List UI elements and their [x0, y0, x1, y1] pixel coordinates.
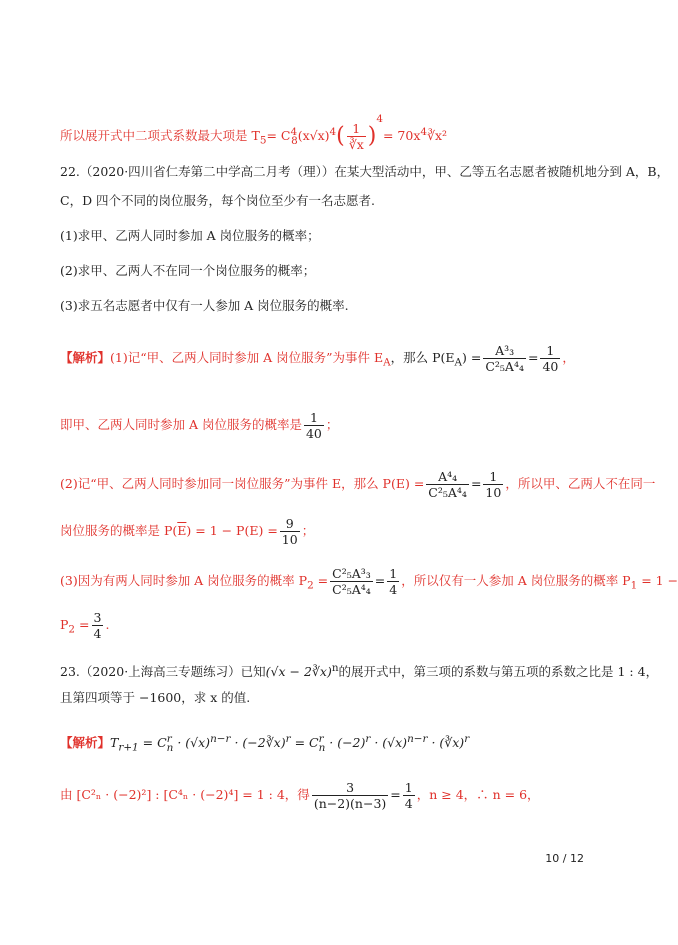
u-frac-num: 3 — [312, 780, 388, 796]
s2-eq: = — [470, 476, 482, 491]
conclusion-result: = 70x — [382, 128, 421, 143]
s1-mid-sub: A — [454, 356, 462, 369]
page-number: 10 / 12 — [545, 852, 584, 865]
t-rest6: · (√x) — [370, 735, 408, 751]
conclusion-paren-close: ) — [367, 123, 377, 149]
s3b-sub: 2 — [68, 623, 76, 636]
s3-eq2: = — [374, 573, 386, 588]
s3-frac-num: C²₅A³₃ — [332, 566, 371, 581]
s3-end-sub: 1 — [630, 579, 638, 592]
s3-eq: = — [313, 573, 329, 588]
conclusion-result-sup: 4 — [420, 125, 428, 138]
q23-expr: (√x − 2∛x) — [265, 664, 332, 680]
q23-stem1b: 的展开式中，第三项的系数与第五项的系数之比是 1 : 4， — [338, 664, 659, 680]
t-sub: r+1 — [118, 741, 139, 754]
q23-stem2: 且第四项等于 −1600，求 x 的值. — [60, 690, 251, 705]
u-eq: = — [390, 787, 401, 802]
t-csub2: n — [318, 741, 326, 754]
s2-result — [483, 469, 503, 500]
s2-end: ，所以甲、乙两人不在同一 — [505, 476, 656, 491]
s2b-text: 岗位服务的概率是 P( — [60, 523, 178, 538]
s1-frac-den: C²₅A⁴₄ — [485, 359, 524, 374]
conclusion-pow: 4 — [329, 125, 337, 138]
s1-result — [540, 343, 560, 374]
q22-stem1: 22.（2020·四川省仁寿第二中学高二月考（理））在某大型活动中，甲、乙等五名志愿者被随机地分到 A，B， — [60, 164, 670, 179]
s3-end-tail: = 1 − — [637, 573, 678, 588]
s3-frac — [330, 566, 373, 597]
q23-stem-line1 — [60, 659, 658, 681]
conclusion-sub: 5 — [259, 134, 267, 147]
s3b-eq: = — [75, 617, 90, 632]
s1b-end: ； — [325, 417, 339, 432]
conclusion-text: 所以展开式中二项式系数最大项是 T — [60, 128, 260, 143]
s2b-mid: ) = 1 − P(E) = — [186, 523, 278, 538]
u-text: 由 [C²ₙ · (−2)²] : [C⁴ₙ · (−2)⁴] = 1 : 4，得 — [60, 787, 310, 802]
u-end: ，n ≥ 4，∴ n = 6， — [416, 787, 540, 802]
s1-end: ， — [562, 350, 575, 365]
q22-part3 — [60, 297, 349, 315]
s1-sub: A — [383, 356, 391, 369]
s1b-text: 即甲、乙两人同时参加 A 岗位服务的概率是 — [60, 417, 302, 432]
s1-result-den: 40 — [542, 359, 559, 374]
q22-solution-1b — [60, 410, 338, 441]
u-frac — [312, 780, 388, 811]
conclusion-frac-num: 1 — [347, 121, 366, 137]
q23-sup: n — [331, 662, 339, 674]
conclusion-eq: = C — [266, 128, 291, 143]
q23-stem1a: 23.（2020·上海高三专题练习）已知 — [60, 664, 266, 680]
t-csub: n — [166, 741, 174, 754]
q22-stem-line2 — [60, 192, 375, 210]
previous-conclusion — [60, 110, 447, 152]
conclusion-sup: 4 — [290, 125, 298, 138]
t-csup: r — [166, 733, 172, 745]
t-rest5: · (−2) — [325, 735, 366, 751]
u-result-den: 4 — [404, 796, 413, 811]
s3-result-num: 1 — [389, 566, 398, 581]
s2b-frac-den: 10 — [281, 532, 298, 547]
conclusion-paren-open: ( — [336, 123, 345, 149]
q22-part3-text: (3)求五名志愿者中仅有一人参加 A 岗位服务的概率. — [60, 298, 349, 313]
t-rest3: · (−2∛x) — [230, 735, 286, 751]
s3-frac-den: C²₅A⁴₄ — [332, 582, 371, 597]
s3-sub: 2 — [307, 579, 314, 592]
s2b-frac-num: 9 — [280, 516, 300, 532]
s1-mid: ，那么 P(E — [390, 350, 455, 365]
s3b-frac-num: 3 — [93, 610, 102, 625]
q23-solution-tag: 【解析】 — [60, 735, 111, 751]
s2-result-num: 1 — [483, 469, 503, 485]
u-frac-den: (n−2)(n−3) — [313, 796, 387, 811]
s3-result — [387, 566, 399, 597]
s1-frac-num: A³₃ — [483, 343, 526, 359]
q22-solution-2 — [60, 469, 655, 500]
t-sup6: n−r — [407, 733, 428, 745]
s1-eq: = — [527, 350, 539, 365]
solution-tag: 【解析】 — [60, 350, 111, 365]
q22-part1 — [60, 227, 320, 245]
q22-stem2: C，D 四个不同的岗位服务，每个岗位至少有一名志愿者. — [60, 193, 376, 208]
t-rest4: = C — [290, 735, 319, 751]
s3b-frac — [92, 610, 104, 641]
conclusion-frac — [347, 121, 366, 152]
s1-text: (1)记“甲、乙两人同时参加 A 岗位服务”为事件 E — [110, 350, 384, 365]
s3-end: ，所以仅有一人参加 A 岗位服务的概率 P — [401, 573, 631, 588]
s2-frac-num: A⁴₄ — [426, 469, 469, 485]
t-sup2: n−r — [210, 733, 231, 745]
s2-text: (2)记“甲、乙两人同时参加同一岗位服务”为事件 E，那么 P(E) = — [60, 476, 425, 491]
t-rest7: · (∛x) — [427, 735, 465, 751]
q22-solution-3 — [60, 566, 678, 597]
s1b-frac — [304, 410, 324, 441]
s2-result-den: 10 — [485, 485, 502, 500]
q22-solution-3b — [60, 610, 109, 641]
s3b-frac-den: 4 — [93, 626, 102, 641]
t-expr: T — [110, 735, 119, 751]
s2b-ebar: $\overline{E}$ — [177, 523, 187, 538]
q23-solution-1 — [60, 730, 469, 757]
s3-result-den: 4 — [389, 582, 398, 597]
s1-mid-end: ) = — [462, 350, 482, 365]
u-result — [403, 780, 415, 811]
s2b-end: ； — [301, 523, 315, 538]
q22-part2 — [60, 262, 315, 280]
t-rest2: · (√x) — [173, 735, 211, 751]
conclusion-sub2: 8 — [291, 134, 298, 147]
u-result-num: 1 — [404, 780, 413, 795]
t-rest: = C — [138, 735, 167, 751]
t-sup7: r — [464, 733, 470, 745]
q22-stem-line1 — [60, 163, 669, 181]
q22-solution-1 — [60, 343, 575, 374]
q23-t-formula — [110, 733, 470, 754]
q22-solution-2b — [60, 516, 314, 547]
s3-text: (3)因为有两人同时参加 A 岗位服务的概率 P — [60, 573, 308, 588]
q22-part1-text: (1)求甲、乙两人同时参加 A 岗位服务的概率； — [60, 228, 320, 243]
conclusion-frac-den: ∛x — [348, 137, 364, 152]
t-sup5: r — [365, 733, 371, 745]
s3b-text: P — [60, 617, 69, 632]
s2b-frac — [280, 516, 300, 547]
s1b-frac-num: 1 — [304, 410, 324, 426]
s1-result-num: 1 — [540, 343, 560, 359]
q22-part2-text: (2)求甲、乙两人不在同一个岗位服务的概率； — [60, 263, 316, 278]
q23-stem-line2 — [60, 689, 250, 707]
q23-solution-2 — [60, 780, 540, 811]
t-sup3: r — [285, 733, 291, 745]
s1-frac — [483, 343, 526, 374]
conclusion-result-tail: ∛x² — [427, 128, 448, 143]
conclusion-part: (x√x) — [297, 128, 330, 143]
s2-frac — [426, 469, 469, 500]
t-csup2: r — [318, 733, 324, 745]
conclusion-pow2: 4 — [376, 113, 383, 125]
s1b-frac-den: 40 — [305, 426, 322, 441]
s3b-end: . — [105, 617, 110, 632]
s2-frac-den: C²₅A⁴₄ — [428, 485, 467, 500]
